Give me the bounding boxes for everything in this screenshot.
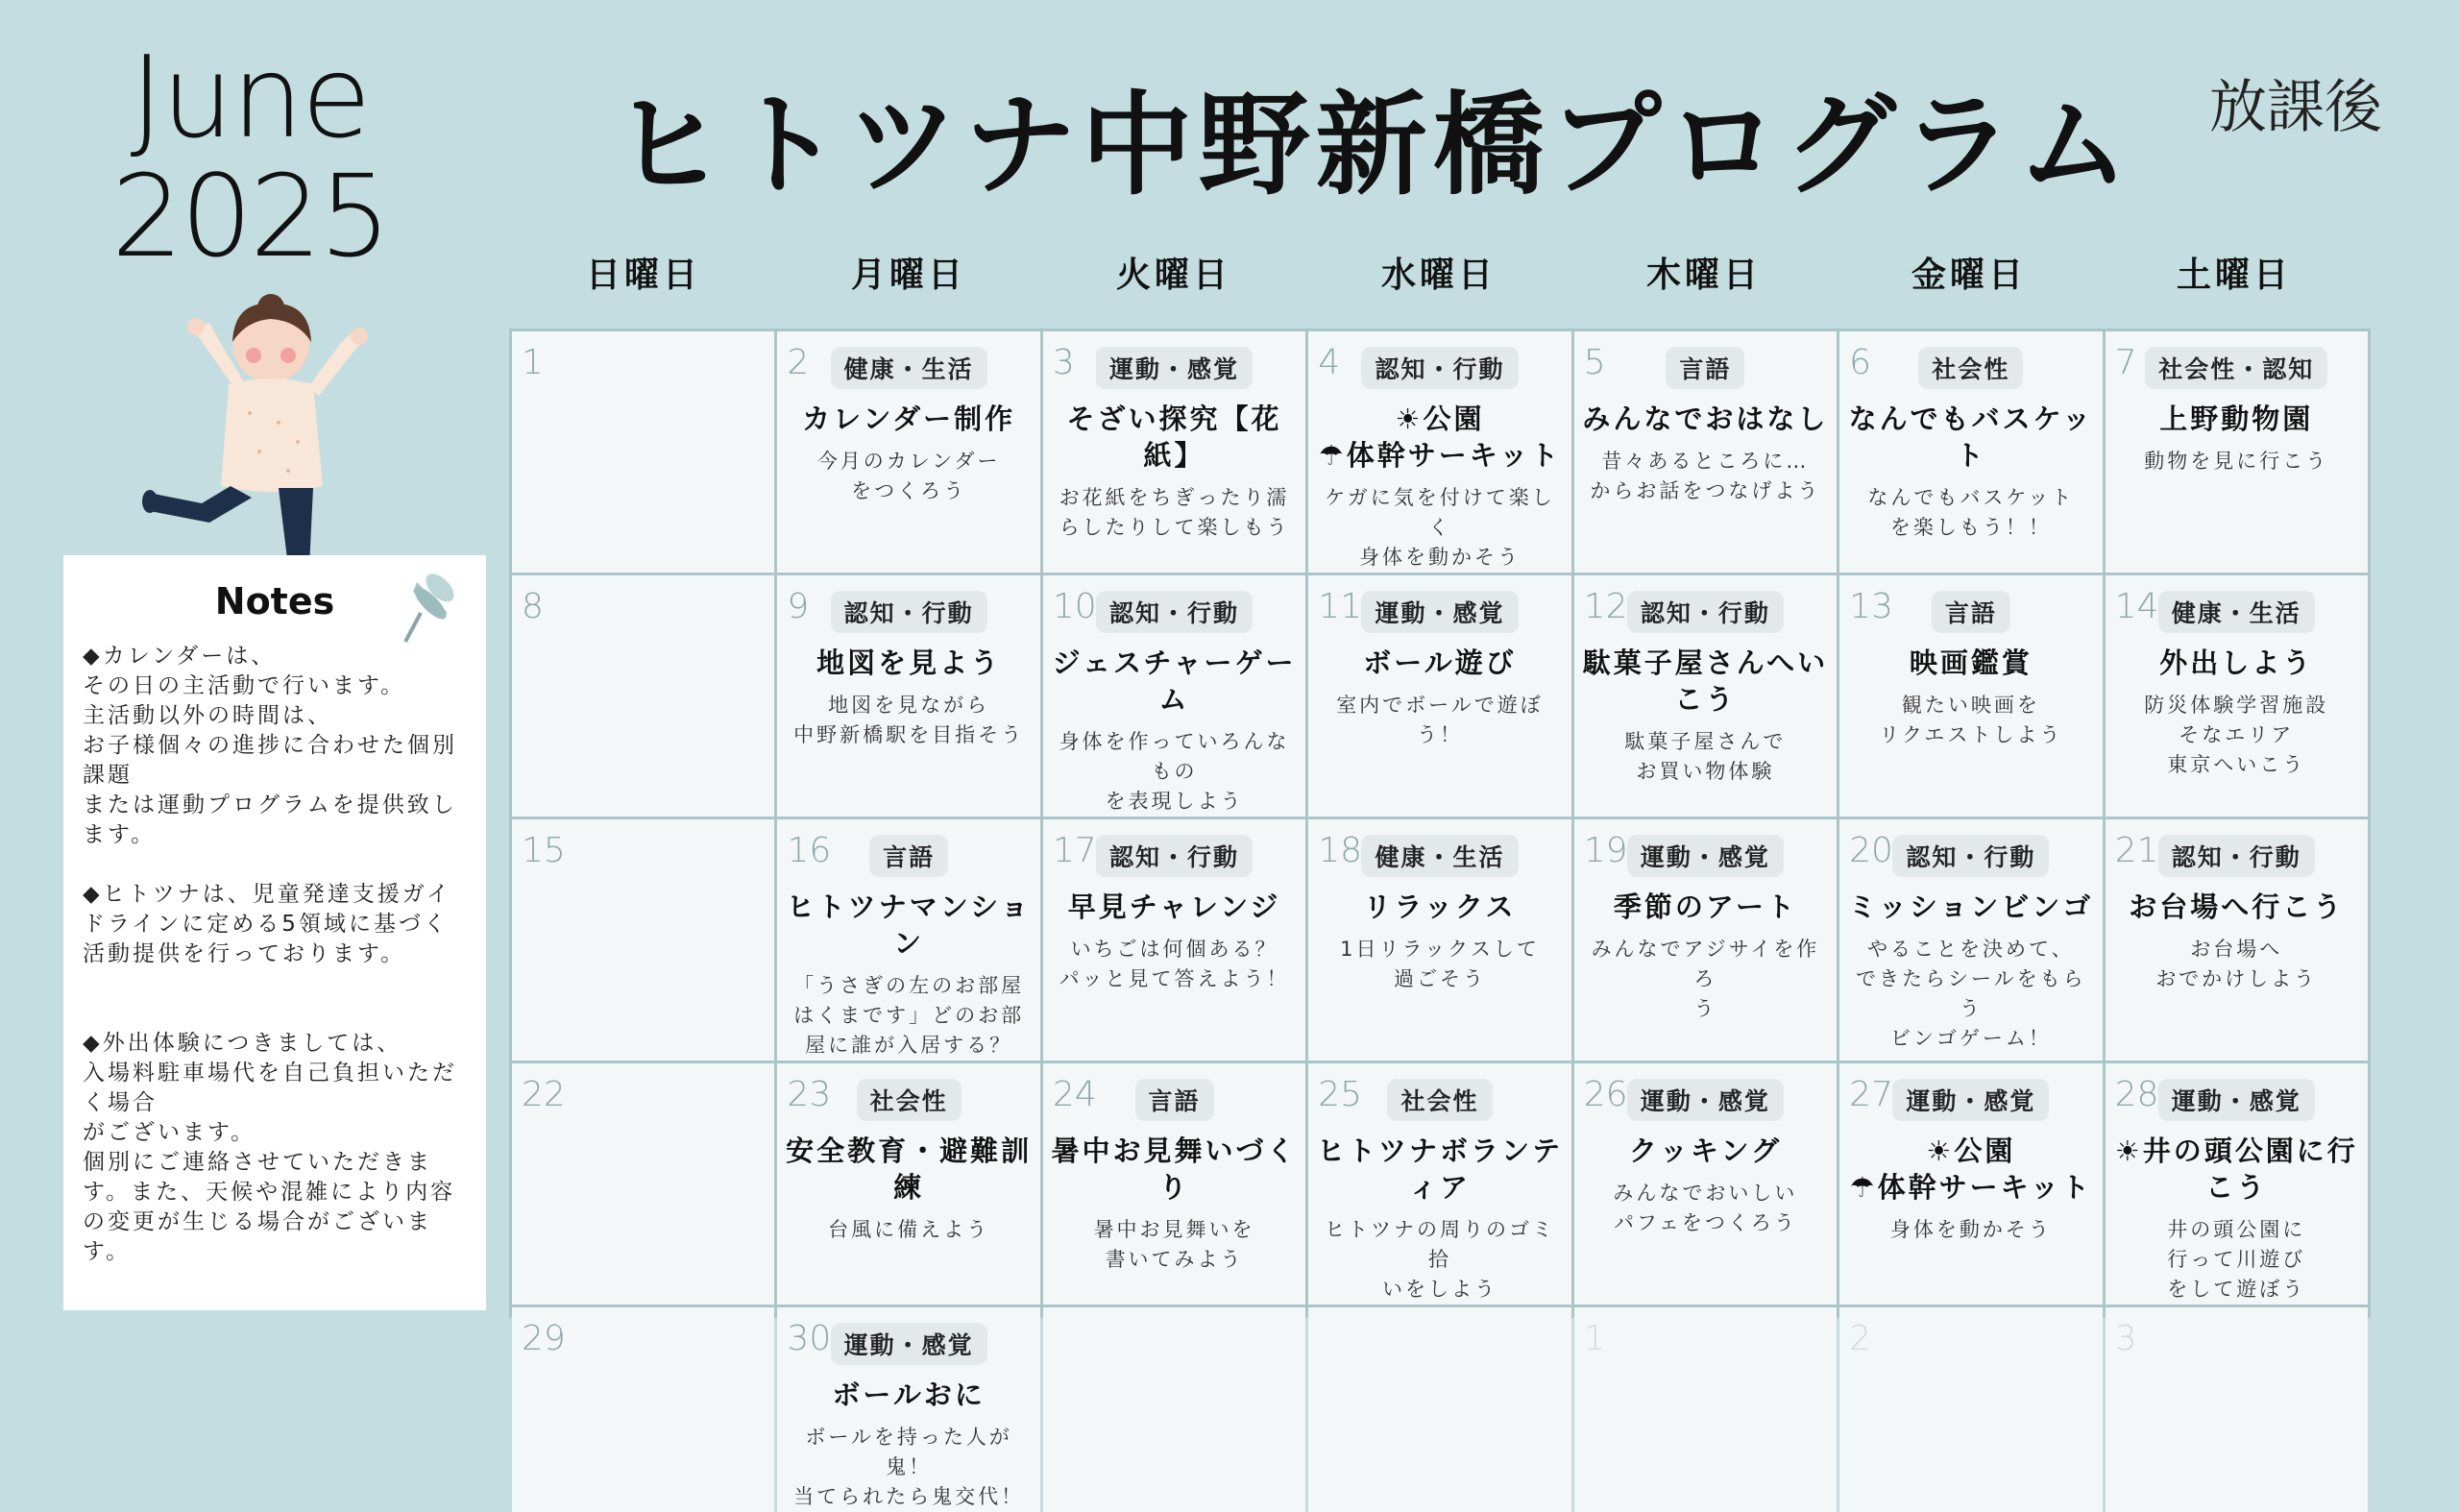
day-number: 15 xyxy=(522,831,566,870)
program-title: お台場へ行こう xyxy=(2129,890,2345,923)
program-title: 安全教育・避難訓練 xyxy=(786,1134,1033,1204)
program-description: ヒトツナの周りのゴミ拾 いをしよう xyxy=(1324,1218,1555,1301)
program-description: ボールを持った人が鬼！ 当てられたら鬼交代！ xyxy=(793,1426,1025,1508)
program-title: 暑中お見舞いづくり xyxy=(1051,1134,1298,1204)
program-title: みんなでおはなし xyxy=(1582,402,1829,435)
program-description: いちごは何個ある？ パッと見て答えよう！ xyxy=(1059,938,1290,990)
day-number: 5 xyxy=(1583,343,1606,382)
day-number: 6 xyxy=(1849,343,1872,382)
calendar-day-cell xyxy=(1043,1063,1305,1305)
program-title: ジェスチャーゲーム xyxy=(1052,646,1297,716)
day-number: 29 xyxy=(522,1319,566,1358)
program-description: 駄菓子屋さんで お買い物体験 xyxy=(1624,730,1787,783)
program-title: 季節のアート xyxy=(1613,890,1797,923)
program-description: 今月のカレンダー をつくろう xyxy=(816,450,1001,502)
program-title: ボールおに xyxy=(832,1378,986,1411)
day-number: 11 xyxy=(1318,587,1363,626)
domain-tag: 認知・行動 xyxy=(2158,835,2315,877)
calendar-day-cell xyxy=(1574,1063,1837,1305)
domain-tag: 社会性 xyxy=(857,1079,962,1121)
day-number: 10 xyxy=(1052,587,1097,626)
program-description: 台風に備えよう xyxy=(828,1218,990,1241)
domain-tag: 言語 xyxy=(1135,1079,1214,1121)
day-number: 16 xyxy=(787,831,832,870)
pushpin-icon xyxy=(392,565,469,646)
calendar-day-cell xyxy=(1043,575,1305,817)
program-title: ☀公園 ☂体幹サーキット xyxy=(1849,1134,2093,1204)
calendar-day-cell xyxy=(1308,575,1570,817)
calendar-day-cell xyxy=(777,331,1039,573)
day-number: 4 xyxy=(1318,343,1341,382)
program-title: クッキング xyxy=(1628,1134,1782,1167)
program-description: 動物を見に行こう xyxy=(2144,450,2329,473)
calendar-day-cell xyxy=(2106,331,2368,573)
day-number: 3 xyxy=(1052,343,1075,382)
calendar-day-cell xyxy=(1308,819,1570,1061)
program-title: ☀公園 ☂体幹サーキット xyxy=(1318,402,1562,472)
calendar-day-cell xyxy=(512,575,774,817)
calendar-day-cell xyxy=(512,1063,774,1305)
weekday-tuesday: 火曜日 xyxy=(1115,256,1231,295)
domain-tag: 運動・感覚 xyxy=(1627,1079,1784,1121)
calendar-day-cell xyxy=(777,819,1039,1061)
day-number: 8 xyxy=(522,587,544,626)
domain-tag: 認知・行動 xyxy=(1361,347,1518,389)
program-description: 昔々あるところに… からお話をつなげよう xyxy=(1590,450,1821,502)
day-number: 2 xyxy=(1849,1319,1872,1358)
day-number: 14 xyxy=(2114,587,2159,626)
program-description: 身体を動かそう xyxy=(1889,1218,2052,1241)
weekday-monday: 月曜日 xyxy=(850,256,966,295)
program-description: ケガに気を付けて楽しく 身体を動かそう xyxy=(1325,486,1555,569)
calendar-day-cell xyxy=(1308,1307,1570,1512)
day-number: 12 xyxy=(1583,587,1628,626)
calendar-day-cell xyxy=(1839,1063,2102,1305)
program-title: そざい探究【花紙】 xyxy=(1066,402,1282,472)
notes-panel xyxy=(63,555,486,1310)
day-number: 20 xyxy=(1849,831,1893,870)
calendar-day-cell xyxy=(1574,575,1837,817)
domain-tag: 認知・行動 xyxy=(831,591,987,633)
calendar-day-cell xyxy=(512,1307,774,1512)
program-title: ヒトツナマンション xyxy=(786,890,1032,960)
program-description: 身体を作っていろんなもの を表現しよう xyxy=(1059,730,1290,813)
day-number: 17 xyxy=(1052,831,1097,870)
weekday-saturday: 土曜日 xyxy=(2176,256,2292,295)
notes-body: ◆カレンダーは、 その日の主活動で行います。 主活動以外の時間は、 お子様個々の進捗に合わせた個別課題 または運動プログラムを提供致します。 ◆ヒトツナは、児童発達支援ガイドラインに定める5領域に基づく活動提供を行っております。 ◆外出体験につきましては、 入場料駐車場代を自己負担いただく場合 がございます。 個別にご連絡させていただきます。また、天候や混雑により内容の変更が生じる場合がございます。 xyxy=(83,644,457,1264)
program-description: みんなでアジサイを作ろ う xyxy=(1591,938,1820,1020)
domain-tag: 認知・行動 xyxy=(1096,835,1253,877)
program-title: ☀井の頭公園に行こう xyxy=(2114,1134,2358,1204)
calendar-day-cell xyxy=(1043,331,1305,573)
calendar-day-cell xyxy=(512,819,774,1061)
month-label: June xyxy=(130,31,370,163)
program-title: ヒトツナボランティア xyxy=(1316,1134,1563,1204)
month-year-heading xyxy=(0,31,499,282)
day-number: 30 xyxy=(787,1319,832,1358)
program-title: カレンダー制作 xyxy=(802,402,1016,435)
calendar-day-cell xyxy=(1574,331,1837,573)
program-description: 「うさぎの左のお部屋 はくまです」どのお部 屋に誰が入居する？ xyxy=(793,974,1025,1057)
domain-tag: 認知・行動 xyxy=(1892,835,2049,877)
program-title: 地図を見よう xyxy=(816,646,1002,679)
year-label: 2025 xyxy=(110,149,389,282)
calendar-day-cell xyxy=(777,1063,1039,1305)
day-number: 7 xyxy=(2114,343,2137,382)
program-title: 外出しよう xyxy=(2159,646,2314,679)
domain-tag: 言語 xyxy=(1932,591,2010,633)
program-description: みんなでおいしい パフェをつくろう xyxy=(1613,1182,1798,1234)
domain-tag: 運動・感覚 xyxy=(1627,835,1784,877)
domain-tag: 健康・生活 xyxy=(2158,591,2315,633)
day-number: 21 xyxy=(2114,831,2159,870)
domain-tag: 運動・感覚 xyxy=(831,1323,987,1365)
calendar-day-cell xyxy=(1043,819,1305,1061)
day-number: 9 xyxy=(787,587,810,626)
day-number: 23 xyxy=(787,1075,832,1114)
program-description: 井の頭公園に 行って川遊び をして遊ぼう xyxy=(2167,1218,2306,1301)
day-number: 26 xyxy=(1583,1075,1628,1114)
program-description: お花紙をちぎったり濡 らしたりして楽しもう xyxy=(1059,486,1290,539)
day-number: 1 xyxy=(1583,1319,1606,1358)
day-number: 19 xyxy=(1583,831,1628,870)
weekday-wednesday: 水曜日 xyxy=(1380,256,1497,295)
day-number: 13 xyxy=(1849,587,1893,626)
program-title: 駄菓子屋さんへいこう xyxy=(1582,646,1829,716)
weekday-sunday: 日曜日 xyxy=(585,256,701,295)
calendar-day-cell xyxy=(1574,1307,1837,1512)
calendar-day-cell xyxy=(1839,819,2102,1061)
child-illustration xyxy=(134,288,403,576)
program-description: お台場へ おでかけしよう xyxy=(2155,938,2318,990)
calendar-day-cell xyxy=(1574,819,1837,1061)
calendar-day-cell xyxy=(777,1307,1039,1512)
program-description: 観たい映画を リクエストしよう xyxy=(1879,694,2063,746)
calendar-day-cell xyxy=(512,331,774,573)
domain-tag: 社会性 xyxy=(1387,1079,1492,1121)
program-title: ボール遊び xyxy=(1363,646,1517,679)
program-title: なんでもバスケット xyxy=(1848,402,2094,472)
domain-tag: 運動・感覚 xyxy=(1892,1079,2049,1121)
calendar-day-cell xyxy=(1839,331,2102,573)
notes-title: Notes xyxy=(214,580,335,622)
domain-tag: 言語 xyxy=(869,835,948,877)
day-number: 28 xyxy=(2114,1075,2159,1114)
day-number: 22 xyxy=(522,1075,566,1114)
day-number: 1 xyxy=(522,343,544,382)
calendar-day-cell xyxy=(1839,575,2102,817)
weekday-thursday: 木曜日 xyxy=(1645,256,1762,295)
calendar-day-cell xyxy=(1043,1307,1305,1512)
day-number: 27 xyxy=(1849,1075,1893,1114)
program-description: 暑中お見舞いを 書いてみよう xyxy=(1093,1218,1255,1271)
domain-tag: 運動・感覚 xyxy=(1096,347,1253,389)
program-description: 1日リラックスして 過ごそう xyxy=(1340,938,1540,990)
calendar-day-cell xyxy=(2106,1307,2368,1512)
calendar-day-cell xyxy=(1308,1063,1570,1305)
program-title: 早見チャレンジ xyxy=(1067,890,1281,923)
calendar-day-cell xyxy=(1839,1307,2102,1512)
program-title: ミッションビンゴ xyxy=(1848,890,2094,923)
domain-tag: 運動・感覚 xyxy=(1361,591,1518,633)
day-number: 25 xyxy=(1318,1075,1363,1114)
program-description: 室内でボールで遊ぼう！ xyxy=(1336,694,1544,746)
program-description: 防災体験学習施設 そなエリア 東京へいこう xyxy=(2144,694,2329,776)
domain-tag: 健康・生活 xyxy=(831,347,987,389)
program-type-label: 放課後 xyxy=(2209,74,2382,141)
weekday-friday: 金曜日 xyxy=(1911,256,2027,295)
domain-tag: 社会性 xyxy=(1918,347,2023,389)
program-description: やることを決めて、 できたらシールをもらう ビンゴゲーム！ xyxy=(1856,938,2086,1050)
day-number: 24 xyxy=(1052,1075,1097,1114)
day-number: 3 xyxy=(2114,1319,2137,1358)
program-description: 地図を見ながら 中野新橋駅を目指そう xyxy=(793,694,1025,746)
domain-tag: 社会性・認知 xyxy=(2145,347,2327,389)
calendar-day-cell xyxy=(777,575,1039,817)
domain-tag: 運動・感覚 xyxy=(2158,1079,2315,1121)
domain-tag: 認知・行動 xyxy=(1627,591,1784,633)
program-title: 映画鑑賞 xyxy=(1909,646,2033,679)
calendar-day-cell xyxy=(2106,1063,2368,1305)
calendar-day-cell xyxy=(2106,819,2368,1061)
calendar-grid xyxy=(509,329,2371,1508)
calendar-day-cell xyxy=(2106,575,2368,817)
program-description: なんでもバスケット を楽しもう！！ xyxy=(1867,486,2075,539)
weekday-header-row xyxy=(511,248,2367,297)
domain-tag: 認知・行動 xyxy=(1096,591,1253,633)
domain-tag: 言語 xyxy=(1666,347,1744,389)
program-title: リラックス xyxy=(1363,890,1517,923)
domain-tag: 健康・生活 xyxy=(1361,835,1518,877)
day-number: 2 xyxy=(787,343,810,382)
day-number: 18 xyxy=(1318,831,1363,870)
program-title: 上野動物園 xyxy=(2159,402,2314,435)
calendar-day-cell xyxy=(1308,331,1570,573)
page-title: ヒトツナ中野新橋プログラム xyxy=(612,81,2135,210)
